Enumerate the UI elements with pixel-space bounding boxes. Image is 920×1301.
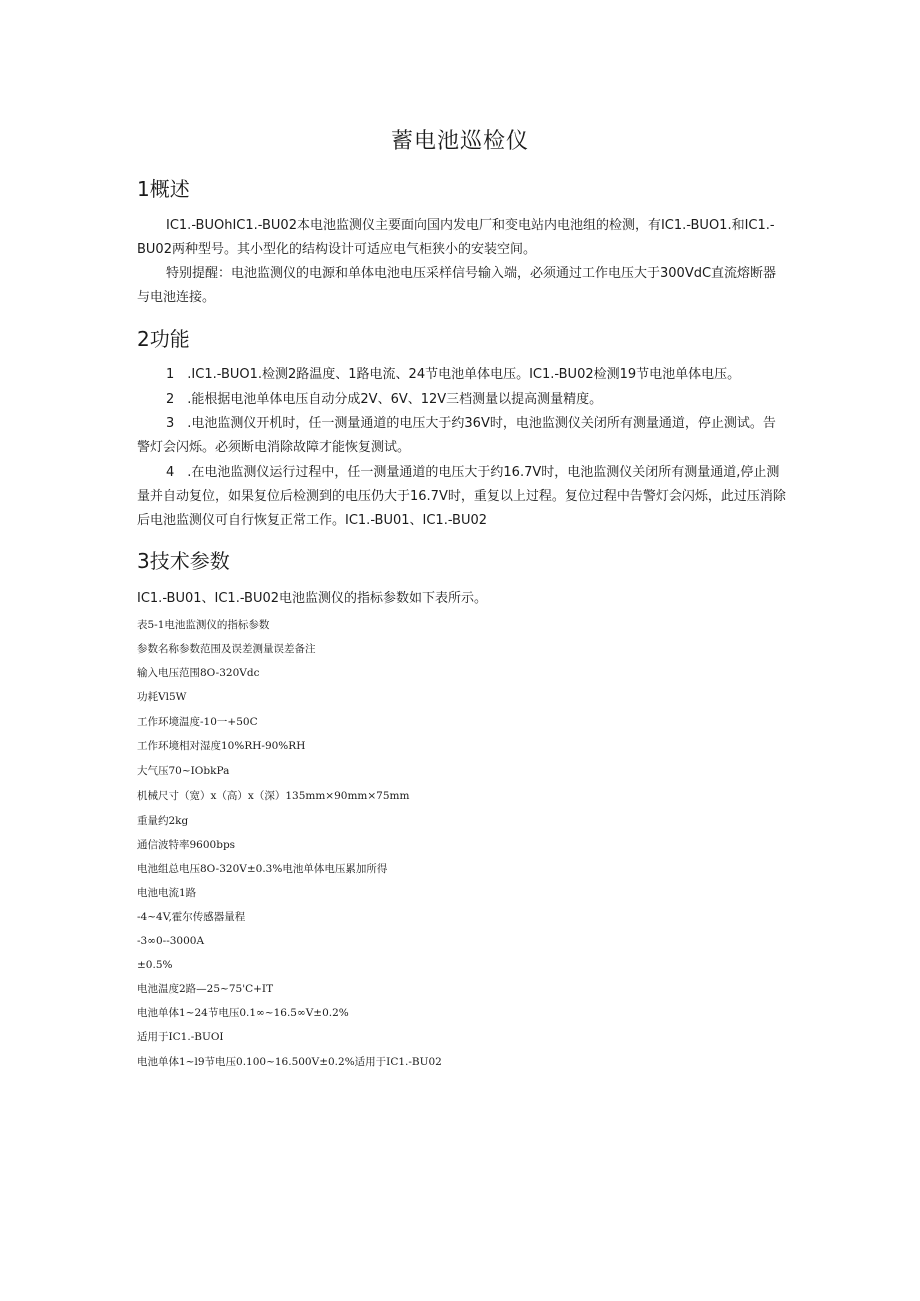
document-title: 蓄电池巡检仪: [390, 129, 529, 154]
table-row: 电池电流1路: [137, 887, 197, 899]
table-row: 电池温度2路—25~75'C+IT: [137, 983, 274, 995]
function-item-4: 4 .在电池监测仪运行过程中，任一测量通道的电压大于约16.7V时，电池监测仪关闭所有测量通道,停止测量并自动复位，如果复位后检测到的电压仍大于16.7V时，重复以上过程。复位过程中告警灯会闪烁，此过压消除后电池监测仪可自行恢复正常工作。IC1.-BU01、IC1.-BU02: [137, 465, 786, 528]
table-row: 通信波特率9600bps: [137, 839, 236, 851]
table-row: 重量约2kg: [137, 815, 189, 827]
table-row: ±0.5%: [137, 959, 173, 971]
table-caption: 表5-1电池监测仪的指标参数: [137, 619, 270, 631]
table-row: 机械尺寸（宽）x（高）x（深）135mm×90mm×75mm: [137, 790, 410, 802]
table-row: 大气压70~IObkPa: [137, 765, 230, 777]
overview-paragraph-1: IC1.-BUOhIC1.-BU02本电池监测仪主要面向国内发电厂和变电站内电池组的检测，有IC1.-BUO1.和IC1.-BU02两种型号。其小型化的结构设计可适应电气柜狭小的安装空间。: [137, 218, 775, 257]
table-row: 适用于IC1.-BUOI: [137, 1031, 224, 1043]
table-row: 输入电压范围8O-320Vdc: [137, 667, 260, 679]
section-heading-functions: 2功能: [137, 327, 190, 351]
function-item-2: 2 .能根据电池单体电压自动分成2V、6V、12V三档测量以提高测量精度。: [166, 392, 603, 407]
table-row: 工作环境温度-10一+50C: [137, 716, 258, 728]
table-row: 功耗Vl5W: [137, 691, 187, 703]
function-item-1: 1 .IC1.-BUO1.检测2路温度、1路电流、24节电池单体电压。IC1.-BU02检测19节电池单体电压。: [166, 367, 741, 382]
section-heading-specs: 3技术参数: [137, 549, 230, 573]
table-row: 工作环境相对湿度10%RH-90%RH: [137, 740, 306, 752]
table-row: 电池组总电压8O-320V±0.3%电池单体电压累加所得: [137, 863, 388, 875]
table-row: 电池单体1~24节电压0.1∞~16.5∞V±0.2%: [137, 1007, 349, 1019]
specs-intro: IC1.-BU01、IC1.-BU02电池监测仪的指标参数如下表所示。: [137, 591, 488, 606]
table-row: 电池单体1~l9节电压0.100~16.500V±0.2%适用于IC1.-BU02: [137, 1056, 442, 1068]
section-heading-overview: 1概述: [137, 177, 190, 201]
overview-paragraph-2: 特别提醒：电池监测仪的电源和单体电池电压采样信号输入端，必须通过工作电压大于300VdC直流熔断器与电池连接。: [137, 266, 777, 305]
table-row: -3∞0--3000A: [137, 935, 205, 947]
function-item-3: 3 .电池监测仪开机时，任一测量通道的电压大于约36V时，电池监测仪关闭所有测量通道，停止测试。告警灯会闪烁。必须断电消除故障才能恢复测试。: [137, 416, 776, 455]
table-row: -4~4V,霍尔传感器量程: [137, 911, 246, 923]
table-header: 参数名称参数范围及误差测量误差备注: [137, 643, 316, 655]
